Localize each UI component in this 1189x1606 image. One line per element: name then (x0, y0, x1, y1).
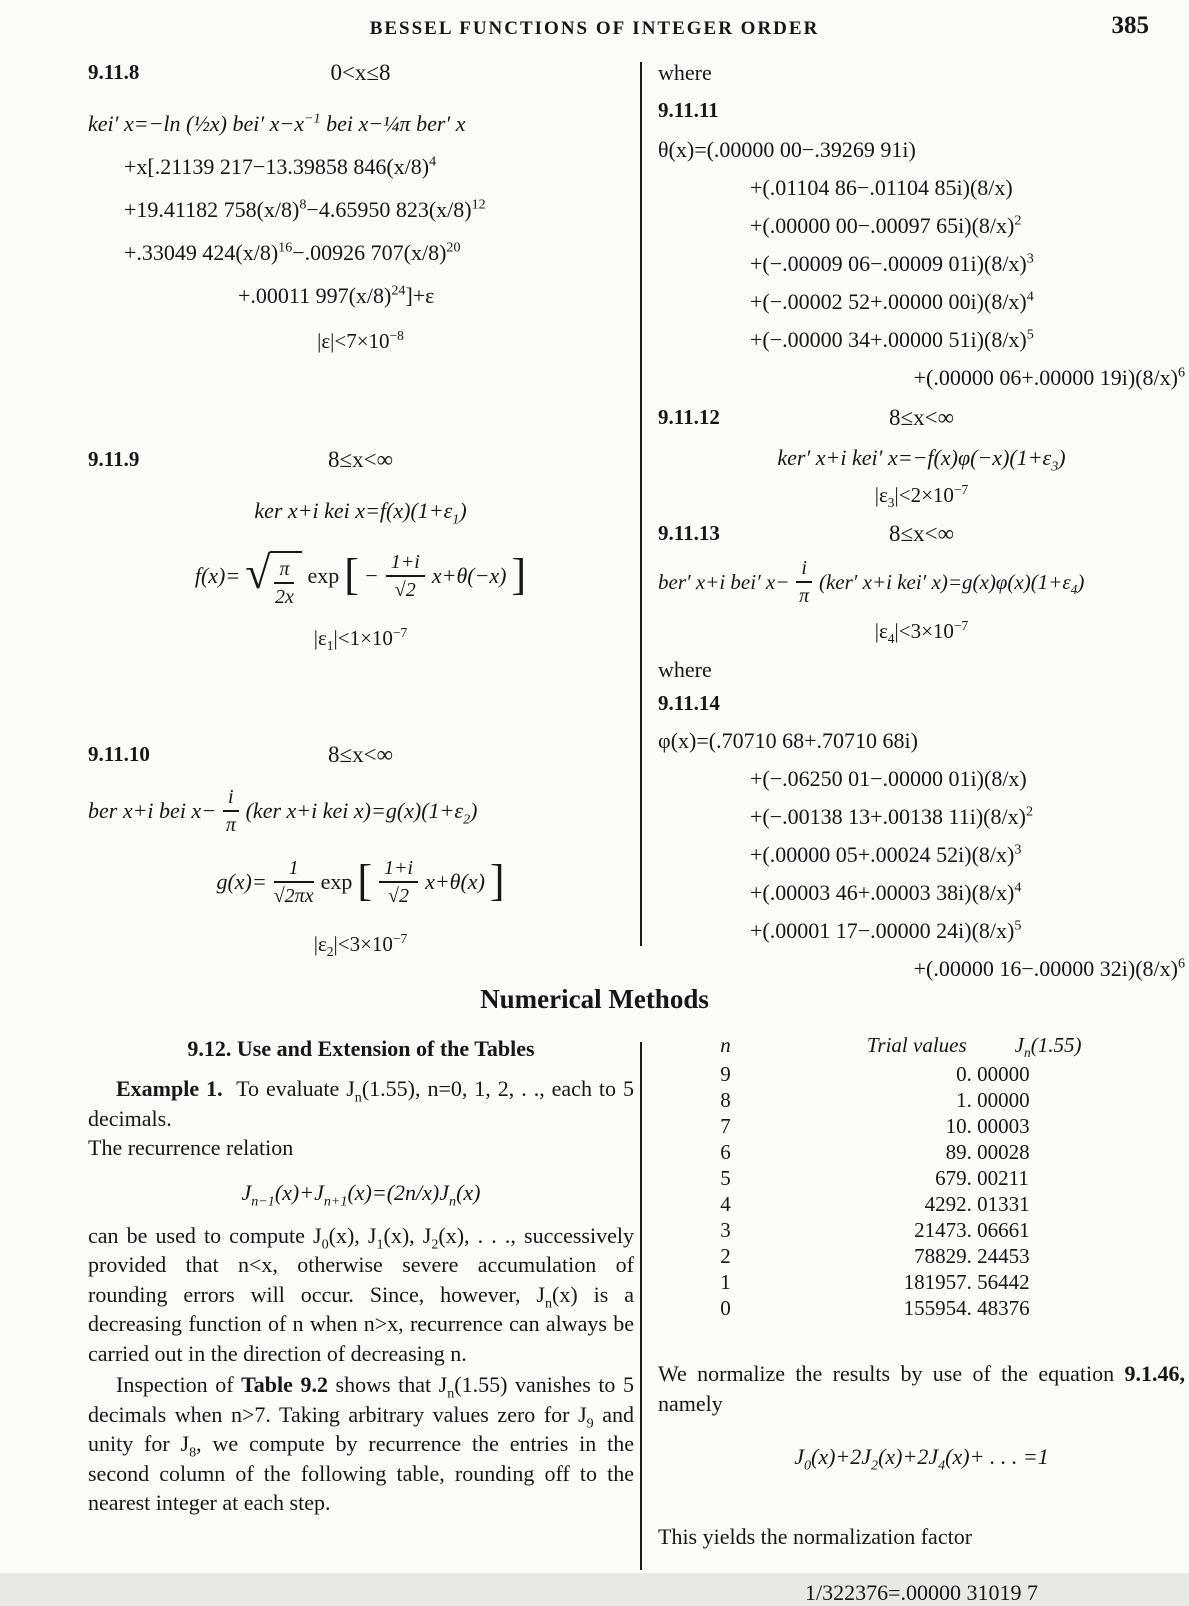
fraction-numerator: 1 (274, 856, 314, 883)
formula-post: (ker′ x+i kei′ $x)=g(x)\varphi(x)(1+\varepsilon_4)$ (818, 569, 1085, 597)
radicand (270, 551, 302, 609)
cell-n: 1 (720, 1270, 731, 1294)
exp-operator: exp (320, 869, 353, 894)
body-paragraph-2: Inspection of Table 9.2 shows that $J_n(1.55)$ vanishes to 5 decimals when n>7. Taking arbitrary values zero for $J_9$ and unity for $J_8$, we compute by recurrence the entries in the second column of the following table, rounding off to the nearest integer at each step. (88, 1372, 634, 1515)
cell-n: 5 (720, 1166, 731, 1190)
column-divider-top (640, 62, 642, 946)
fraction-numerator: π (274, 557, 294, 584)
cell-n: 2 (720, 1244, 731, 1268)
cell-n: 8 (720, 1088, 731, 1112)
section-9-11-11-label: 9.11.11 (658, 98, 719, 122)
cell-n: 6 (720, 1140, 731, 1164)
formula-berp-beip (658, 555, 1185, 609)
formula-post: (ker x+i kei $x)=g(x)(1+\varepsilon_2)$ (245, 798, 478, 828)
section-range: 0<x≤8 (330, 60, 391, 85)
formula-pre: ber′ x+i bei′ x− (658, 569, 790, 594)
phi-series-line2: +(−.00138 13+.00138 $11i)(8/x)^2$ (750, 803, 1033, 829)
phi-series-line0: φ(x)=(.70710 68+.70710 68i) (658, 728, 918, 753)
cell-trial: 0 (956, 1062, 967, 1086)
section-label: 9.11.8 (88, 60, 140, 84)
error-bound-eq10: $|\varepsilon_2|<3\times 10^{-7}$ (313, 931, 408, 960)
page-number: 385 (1111, 12, 1149, 39)
formula-kei-line1: kei′ x=−ln (½x) bei′ $x-x^{-1}$ bei x−¼π ber′ x (88, 110, 466, 136)
subsection-title: 9.12. Use and Extension of the Tables (187, 1036, 535, 1061)
section-9-11-8-head (88, 60, 633, 92)
body-paragraph-1: can be used to compute $J_0(x)$, $J_1(x)$, $J_2(x)$, . . ., successively provided that n<x, otherwise severe accumulation of rounding errors will occur. Since, however, $J_n(x)$ is a decreasing function of n when n>x, recurrence can always be carried out in the direction of decreasing n. (88, 1222, 634, 1366)
section-9-11-12-head (658, 405, 1185, 437)
theta-series-line4: +(−.00002 52+.00000 $00i)(8/x)^4$ (750, 288, 1034, 314)
section-9-11-9-head (88, 447, 633, 479)
top-right-column (658, 56, 1185, 988)
fraction-denominator: √2 (394, 579, 416, 601)
section-label: 9.11.9 (88, 447, 140, 471)
formula-ker-kei: ker x+i kei $x=f(x)(1+\varepsilon_1)$ (254, 498, 467, 528)
table-row (688, 1269, 1185, 1295)
cell-jn: . 00003 (966, 1114, 1030, 1138)
section-9-11-10-head (88, 742, 633, 774)
formula-kei-line4: +.33049 $424(x/8)^{16}-.00926$ $707(x/8)^{20}$ (124, 239, 461, 265)
fraction (274, 557, 294, 609)
radical (245, 544, 302, 609)
formula-kei-line2: +x[.21139 217−13.39858 $846(x/8)^4$ (124, 153, 437, 179)
formula-kei-line3: +19.41182 $758(x/8)^8-4.65950$ $823(x/8)^{12}$ (124, 196, 486, 222)
cell-jn: . 06661 (966, 1218, 1030, 1242)
fraction (223, 785, 239, 837)
formula-kerp-keip: ker′ x+i kei′ $x=-f(x)\varphi(-x)(1+\varepsilon_3)$ (777, 445, 1066, 475)
fraction-denominator: π (799, 585, 810, 607)
phi-series-line4: +(.00003 46+.00003 $38i)(8/x)^4$ (750, 879, 1022, 905)
section-range: 8≤x<∞ (889, 521, 954, 546)
theta-series-line3: +(−.00009 06−.00009 $01i)(8/x)^3$ (750, 250, 1034, 276)
cell-jn: . 00000 (966, 1088, 1030, 1112)
fraction (796, 556, 812, 608)
normalization-factor: 1/322376=.00000 31019 7 (804, 1579, 1039, 1605)
table-row (688, 1087, 1185, 1113)
section-range: 8≤x<∞ (328, 447, 393, 472)
table-row (688, 1139, 1185, 1165)
formula-g-definition: g(x)= $\frac{1}{√2\pi x}$ exp [ $\frac{1+i}{√2}$ x+θ(x) ] (216, 856, 505, 907)
fraction-numerator: i (796, 556, 812, 583)
theta-series-line1: +(.01104 86−.01104 85i)(8/x) (750, 175, 1013, 200)
phi-series-line5: +(.00001 17−.00000 $24i)(8/x)^5$ (750, 917, 1022, 943)
trial-values-table (688, 1032, 1185, 1321)
column-header-trial-values: Trial values (866, 1033, 967, 1057)
cell-jn: . 00028 (966, 1140, 1030, 1164)
cell-jn: . 24453 (966, 1244, 1030, 1268)
table-row (688, 1165, 1185, 1191)
column-header-n: n (720, 1033, 731, 1057)
fraction-numerator: i (223, 785, 239, 812)
table-row (688, 1191, 1185, 1217)
cell-trial: 21473 (914, 1218, 967, 1242)
error-bound-eq8: $|\varepsilon|<7\times 10^{-8}$ (317, 328, 404, 353)
cell-trial: 1 (956, 1088, 967, 1112)
cell-trial: 155954 (903, 1296, 967, 1320)
recurrence-formula: $J_{n-1}(x)+J_{n+1}(x)=(2n/x)J_n(x)$ (241, 1179, 481, 1209)
fraction (274, 856, 314, 908)
section-label: 9.11.10 (88, 742, 150, 766)
fraction (386, 550, 425, 602)
formula-pre: ber x+i bei x− (88, 798, 217, 823)
yields-paragraph: This yields the normalization factor (658, 1524, 973, 1549)
g-lhs: g(x)= (216, 869, 267, 894)
normalization-equation: $J_0(x)+2J_2(x)+2J_4(x)+$ . . . =1 (794, 1444, 1049, 1474)
section-9-11-13-head (658, 521, 1185, 553)
section-range: 8≤x<∞ (889, 405, 954, 430)
normalize-paragraph: We normalize the results by use of the equation 9.1.46, namely (658, 1361, 1185, 1416)
bottom-right-column (658, 1030, 1185, 1606)
table-row (688, 1295, 1185, 1321)
cell-trial: 4292 (924, 1192, 967, 1216)
cell-jn: . 48376 (966, 1296, 1030, 1320)
g-tail: x+θ(x) (425, 869, 485, 894)
table-header-row (688, 1032, 1185, 1061)
minus-sign: − (363, 563, 379, 588)
theta-series-line6: +(.00000 06+.00000 $19i)(8/x)^6$ (913, 364, 1185, 390)
section-range: 8≤x<∞ (328, 742, 393, 767)
top-left-column (88, 56, 633, 962)
cell-n: 9 (720, 1062, 731, 1086)
theta-series-line5: +(−.00000 34+.00000 $51i)(8/x)^5$ (750, 326, 1034, 352)
cell-trial: 679 (935, 1166, 967, 1190)
cell-n: 7 (720, 1114, 731, 1138)
f-tail: x+θ(−x) (431, 563, 507, 588)
formula-ber-bei (88, 782, 633, 840)
cell-jn: . 56442 (966, 1270, 1030, 1294)
theta-series-line2: +(.00000 00−.00097 $65i)(8/x)^2$ (750, 212, 1022, 238)
cell-n: 4 (720, 1192, 731, 1216)
section-label: 9.11.12 (658, 405, 720, 429)
theta-series-line0: θ(x)=(.00000 00−.39269 91i) (658, 137, 916, 162)
fraction-numerator: 1+i (379, 856, 418, 883)
section-label: 9.11.13 (658, 521, 720, 545)
cell-n: 0 (720, 1296, 731, 1320)
phi-series-line1: +(−.06250 01−.00000 01i)(8/x) (750, 766, 1027, 791)
cell-trial: 10 (945, 1114, 967, 1138)
cell-trial: 78829 (914, 1244, 967, 1268)
radical-sign: √ (245, 546, 271, 598)
cell-trial: 181957 (903, 1270, 967, 1294)
column-divider-bottom (640, 1042, 642, 1570)
formula-kei-line5: +.00011 $997(x/8)^{24}]+\varepsilon$ (238, 282, 435, 308)
table-row (688, 1217, 1185, 1243)
error-bound-eq13: $|\varepsilon_4|<3\times 10^{-7}$ (874, 618, 969, 647)
where-text: where (658, 657, 712, 682)
cell-jn: . 00000 (966, 1062, 1030, 1086)
table-row (688, 1113, 1185, 1139)
phi-series-line3: +(.00000 05+.00024 $52i)(8/x)^3$ (750, 841, 1022, 867)
fraction-denominator: 2x (275, 585, 294, 608)
bottom-left-column (88, 1028, 634, 1518)
fraction-denominator: π (225, 814, 236, 836)
fraction (379, 856, 418, 908)
exp-operator: exp (307, 563, 340, 588)
table-row (688, 1243, 1185, 1269)
cell-jn: . 01331 (966, 1192, 1030, 1216)
table-row (688, 1061, 1185, 1087)
running-head-title: BESSEL FUNCTIONS OF INTEGER ORDER (369, 18, 820, 39)
formula-f-definition: f(x)= √ $\frac{\pi}{2x}$ exp [ − $\frac{1+i}{√2}$ x+θ(−x) ] (88, 540, 633, 612)
recurrence-intro: The recurrence relation (88, 1135, 294, 1160)
phi-series-line6: +(.00000 16−.00000 $32i)(8/x)^6$ (913, 955, 1185, 981)
section-9-11-14-label: 9.11.14 (658, 691, 720, 715)
fraction-numerator: 1+i (386, 550, 425, 577)
cell-trial: 89 (945, 1140, 967, 1164)
error-bound-eq12: $|\varepsilon_3|<2\times 10^{-7}$ (874, 482, 969, 511)
error-bound-eq9: $|\varepsilon_1|<1\times 10^{-7}$ (313, 625, 408, 654)
example-paragraph: Example 1. To evaluate $J_n(1.55)$, n=0, 1, 2, . ., each to 5 decimals. (88, 1076, 634, 1131)
cell-jn: . 00211 (966, 1166, 1029, 1190)
where-text: where (658, 60, 712, 85)
f-lhs: f(x)= (194, 563, 241, 588)
fraction-denominator: √2 (388, 885, 410, 907)
numerical-methods-heading: Numerical Methods (480, 984, 709, 1014)
fraction-denominator: √2πx (273, 885, 314, 907)
cell-n: 3 (720, 1218, 731, 1242)
column-header-jn: $J_n(1.55)$ (1014, 1033, 1082, 1061)
